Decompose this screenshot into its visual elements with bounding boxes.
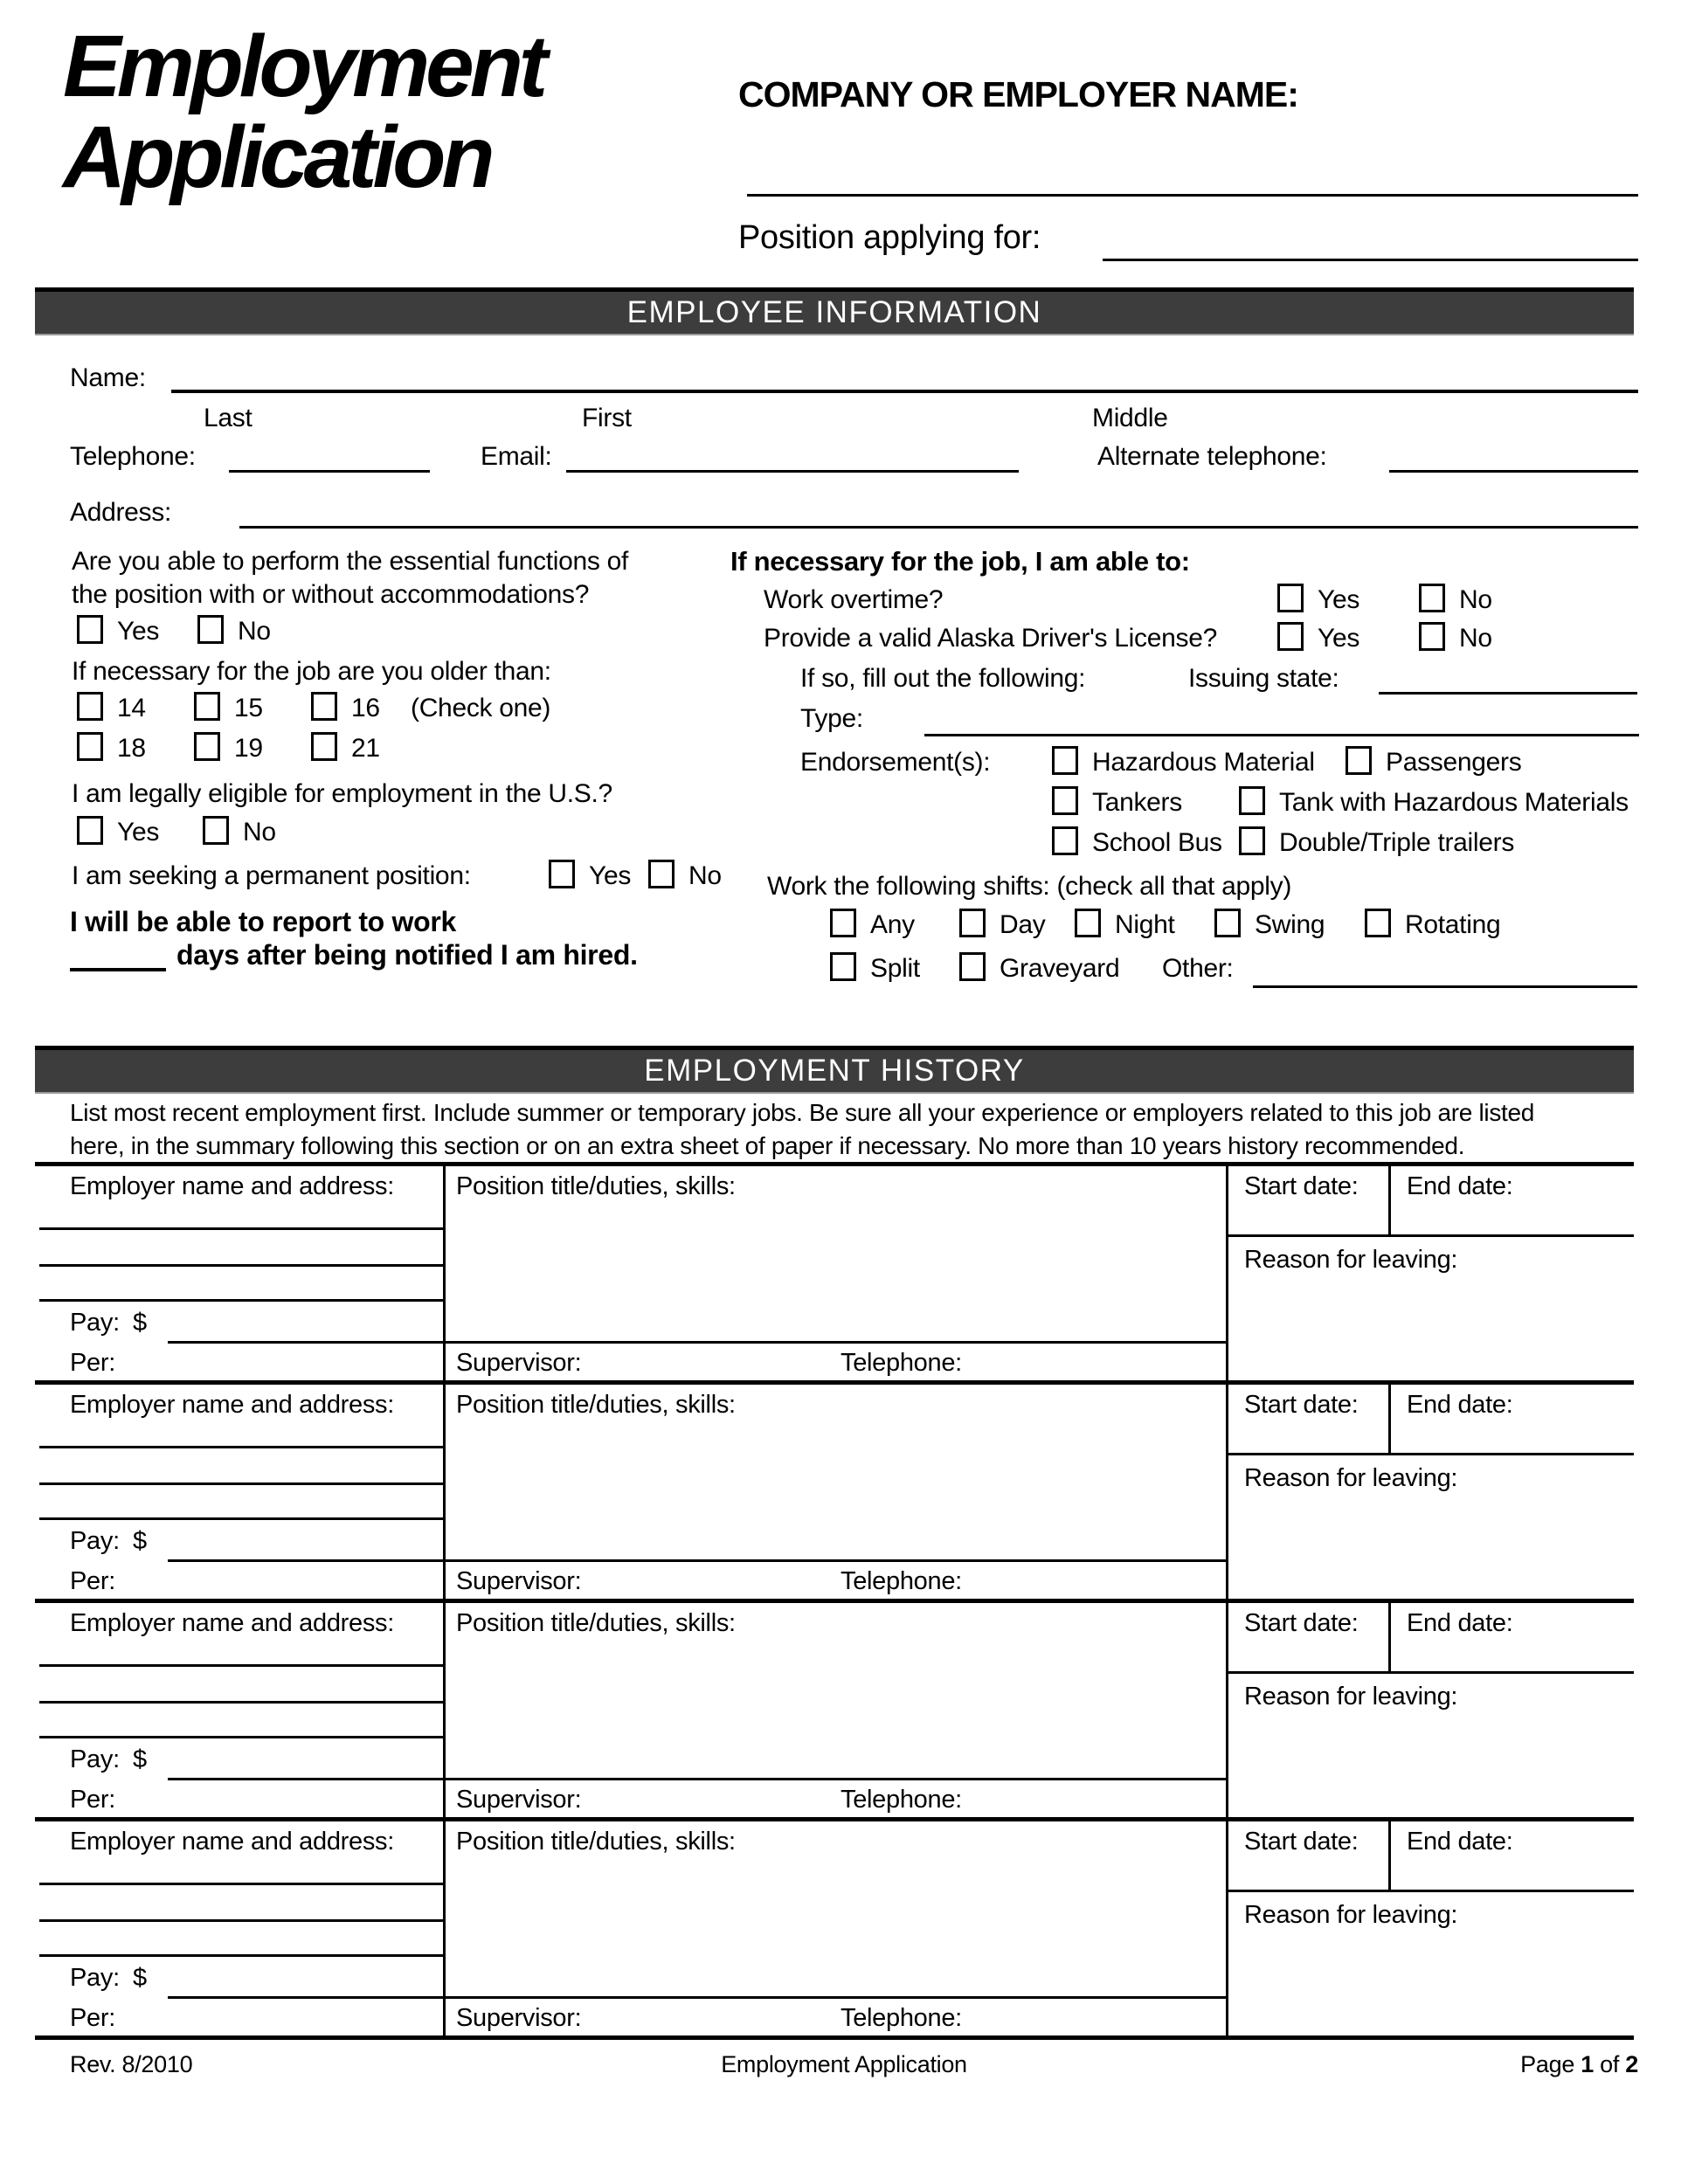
footer-title: Employment Application [721,2051,967,2077]
overtime-yes-label: Yes [1318,585,1360,614]
permanent-yes-checkbox[interactable] [549,860,575,888]
permanent-no-checkbox[interactable] [648,860,675,888]
employer-address-line-3[interactable] [39,1299,443,1302]
start-date-label: Start date: [1244,1609,1359,1637]
report-to-work-line1: I will be able to report to work [70,906,457,937]
history-intro-line1: List most recent employment first. Include summer or temporary jobs. Be sure all your experience or employers related to this job are listed [70,1099,1535,1126]
history-block-4 [35,1821,1634,2040]
supervisor-label: Supervisor: [456,1567,582,1595]
telephone-field-line[interactable] [229,470,430,473]
employee-information-banner: EMPLOYEE INFORMATION [35,287,1634,335]
shift-swing-label: Swing [1255,910,1325,939]
telephone-label: Telephone: [70,442,196,471]
endorsement-tank-hazmat-label: Tank with Hazardous Materials [1279,788,1629,817]
permanent-position-question: I am seeking a permanent position: [72,861,471,890]
start-date-label: Start date: [1244,1391,1359,1419]
pay-label: Pay: [70,1527,120,1555]
age-15-label: 15 [234,694,263,722]
position-label: Position title/duties, skills: [456,1391,736,1419]
column-divider-right [1226,1166,1228,1380]
age-21-checkbox[interactable] [311,732,337,761]
footer-of-word: of [1600,2051,1620,2077]
employer-address-line-1[interactable] [39,1664,443,1667]
footer-page-word: Page [1520,2051,1575,2077]
permanent-yes-label: Yes [589,861,632,890]
start-end-divider [1388,1603,1391,1671]
shift-split-checkbox[interactable] [830,952,856,981]
pay-field-line[interactable] [168,1559,1226,1562]
alt-telephone-field-line[interactable] [1389,470,1638,473]
shift-split-label: Split [870,954,920,983]
supervisor-label: Supervisor: [456,2004,582,2032]
license-no-checkbox[interactable] [1419,622,1445,651]
history-block-1 [35,1166,1634,1385]
employer-label: Employer name and address: [70,1828,395,1856]
endorsement-hazmat-checkbox[interactable] [1052,746,1078,775]
endorsement-double-triple-checkbox[interactable] [1239,826,1265,855]
check-one-note: (Check one) [411,694,551,722]
essential-functions-question-line2: the position with or without accommodations? [72,580,590,609]
endorsement-school-bus-checkbox[interactable] [1052,826,1078,855]
pay-dollar-sign: $ [133,1309,147,1337]
column-divider-right [1226,1603,1228,1817]
employment-history-banner: EMPLOYMENT HISTORY [35,1046,1634,1094]
pay-dollar-sign: $ [133,1964,147,1992]
column-divider-right [1226,1385,1228,1599]
per-label: Per: [70,1567,115,1595]
supervisor-telephone-label: Telephone: [841,1349,962,1377]
end-date-label: End date: [1407,1172,1513,1200]
position-applying-label: Position applying for: [738,219,1041,256]
pay-label: Pay: [70,1309,120,1337]
shift-graveyard-label: Graveyard [1000,954,1120,983]
eligible-yes-checkbox[interactable] [77,816,103,845]
position-label: Position title/duties, skills: [456,1609,736,1637]
page-title-line2: Application [63,108,491,206]
shifts-title: Work the following shifts: (check all that apply) [767,872,1292,901]
position-label: Position title/duties, skills: [456,1172,736,1200]
name-middle-sublabel: Middle [1092,404,1168,432]
end-date-label: End date: [1407,1828,1513,1856]
column-divider-left [443,1166,446,1380]
footer-revision: Rev. 8/2010 [70,2051,193,2077]
age-16-checkbox[interactable] [311,692,337,721]
supervisor-telephone-label: Telephone: [841,1786,962,1814]
license-no-label: No [1459,624,1492,653]
employer-address-line-1[interactable] [39,1883,443,1885]
eligible-yes-label: Yes [117,818,160,847]
column-divider-left [443,1821,446,2035]
endorsement-tankers-label: Tankers [1092,788,1182,817]
history-block-3 [35,1603,1634,1821]
dates-bottom-rule [1226,1234,1634,1237]
name-label: Name: [70,363,146,392]
age-21-label: 21 [351,734,380,763]
start-end-divider [1388,1166,1391,1234]
shift-other-field-line[interactable] [1253,985,1637,988]
page-title [63,17,544,206]
supervisor-telephone-label: Telephone: [841,1567,962,1595]
end-date-label: End date: [1407,1391,1513,1419]
dates-bottom-rule [1226,1890,1634,1892]
age-19-checkbox[interactable] [194,732,220,761]
footer-page-total: 2 [1625,2051,1638,2077]
start-end-divider [1388,1385,1391,1453]
endorsement-tankers-checkbox[interactable] [1052,786,1078,815]
overtime-no-label: No [1459,585,1492,614]
start-end-divider [1388,1821,1391,1890]
reason-leaving-label: Reason for leaving: [1244,1901,1458,1929]
email-label: Email: [481,442,552,471]
name-field-line[interactable] [171,390,1638,393]
essential-yes-checkbox[interactable] [77,615,103,644]
license-yes-label: Yes [1318,624,1360,653]
shift-day-checkbox[interactable] [959,909,986,937]
overtime-yes-checkbox[interactable] [1277,584,1304,612]
supervisor-label: Supervisor: [456,1786,582,1814]
shift-rotating-checkbox[interactable] [1365,909,1391,937]
age-18-label: 18 [117,734,146,763]
license-type-label: Type: [800,704,863,733]
essential-no-checkbox[interactable] [197,615,224,644]
eligible-no-label: No [243,818,276,847]
reason-leaving-label: Reason for leaving: [1244,1683,1458,1711]
pay-field-line[interactable] [168,1341,1226,1344]
per-label: Per: [70,2004,115,2032]
reason-leaving-label: Reason for leaving: [1244,1246,1458,1274]
supervisor-telephone-label: Telephone: [841,2004,962,2032]
age-19-label: 19 [234,734,263,763]
issuing-state-field-line[interactable] [1379,692,1637,695]
eligible-no-checkbox[interactable] [203,816,229,845]
supervisor-label: Supervisor: [456,1349,582,1377]
dates-bottom-rule [1226,1671,1634,1674]
license-type-field-line[interactable] [924,734,1639,736]
shift-rotating-label: Rotating [1405,910,1501,939]
employer-address-line-3[interactable] [39,1954,443,1957]
able-to-title: If necessary for the job, I am able to: [730,546,1190,577]
shift-night-label: Night [1115,910,1175,939]
pay-field-line[interactable] [168,1996,1226,1999]
company-name-field-line[interactable] [747,194,1638,197]
shift-swing-checkbox[interactable] [1214,909,1241,937]
dates-bottom-rule [1226,1453,1634,1455]
endorsement-passengers-label: Passengers [1386,748,1522,777]
per-label: Per: [70,1349,115,1377]
shift-any-label: Any [870,910,915,939]
essential-functions-question-line1: Are you able to perform the essential functions of [72,547,629,576]
endorsement-passengers-checkbox[interactable] [1346,746,1372,775]
address-label: Address: [70,498,171,527]
age-18-checkbox[interactable] [77,732,103,761]
page-title-line1: Employment [63,17,544,115]
employer-address-line-3[interactable] [39,1517,443,1520]
endorsement-tank-hazmat-checkbox[interactable] [1239,786,1265,815]
pay-dollar-sign: $ [133,1527,147,1555]
age-15-checkbox[interactable] [194,692,220,721]
employer-address-line-1[interactable] [39,1227,443,1230]
shift-any-checkbox[interactable] [830,909,856,937]
report-days-field-line[interactable] [70,968,166,971]
employer-address-line-2[interactable] [39,1264,443,1267]
employer-address-line-2[interactable] [39,1482,443,1485]
column-divider-left [443,1603,446,1817]
eligible-question: I am legally eligible for employment in the U.S.? [72,779,612,808]
pay-label: Pay: [70,1964,120,1992]
pay-field-line[interactable] [168,1778,1226,1780]
essential-yes-label: Yes [117,617,160,646]
shift-graveyard-checkbox[interactable] [959,952,986,981]
permanent-no-label: No [688,861,722,890]
end-date-label: End date: [1407,1609,1513,1637]
license-question: Provide a valid Alaska Driver's License? [764,624,1217,653]
per-label: Per: [70,1786,115,1814]
email-field-line[interactable] [566,470,1019,473]
work-overtime-question: Work overtime? [764,585,944,614]
footer-page-indicator [1520,2051,1638,2078]
company-name-label: COMPANY OR EMPLOYER NAME: [738,74,1298,114]
reason-leaving-label: Reason for leaving: [1244,1464,1458,1492]
name-last-sublabel: Last [204,404,253,432]
endorsements-label: Endorsement(s): [800,748,991,777]
employer-label: Employer name and address: [70,1609,395,1637]
age-16-label: 16 [351,694,380,722]
endorsement-school-bus-label: School Bus [1092,828,1222,857]
employer-address-line-3[interactable] [39,1736,443,1738]
column-divider-left [443,1385,446,1599]
name-first-sublabel: First [582,404,632,432]
shift-night-checkbox[interactable] [1075,909,1101,937]
employer-label: Employer name and address: [70,1391,395,1419]
employer-address-line-2[interactable] [39,1701,443,1704]
history-intro-line2: here, in the summary following this section or on an extra sheet of paper if necessary. No more than 10 years history recommended. [70,1132,1465,1159]
if-so-label: If so, fill out the following: [800,664,1086,693]
employer-address-line-2[interactable] [39,1919,443,1922]
footer-page-number: 1 [1581,2051,1594,2077]
endorsement-hazmat-label: Hazardous Material [1092,748,1315,777]
license-yes-checkbox[interactable] [1277,622,1304,651]
employer-address-line-1[interactable] [39,1446,443,1448]
address-field-line[interactable] [239,526,1638,529]
position-applying-field-line[interactable] [1103,259,1638,261]
start-date-label: Start date: [1244,1828,1359,1856]
column-divider-right [1226,1821,1228,2035]
pay-dollar-sign: $ [133,1745,147,1773]
age-14-label: 14 [117,694,146,722]
overtime-no-checkbox[interactable] [1419,584,1445,612]
pay-label: Pay: [70,1745,120,1773]
employer-label: Employer name and address: [70,1172,395,1200]
essential-no-label: No [238,617,271,646]
age-14-checkbox[interactable] [77,692,103,721]
issuing-state-label: Issuing state: [1188,664,1339,693]
report-to-work-line2: days after being notified I am hired. [176,939,638,971]
position-label: Position title/duties, skills: [456,1828,736,1856]
alt-telephone-label: Alternate telephone: [1097,442,1327,471]
start-date-label: Start date: [1244,1172,1359,1200]
endorsement-double-triple-label: Double/Triple trailers [1279,828,1515,857]
shift-other-label: Other: [1162,954,1234,983]
older-than-question: If necessary for the job are you older than: [72,657,551,686]
shift-day-label: Day [1000,910,1046,939]
history-block-2 [35,1385,1634,1603]
